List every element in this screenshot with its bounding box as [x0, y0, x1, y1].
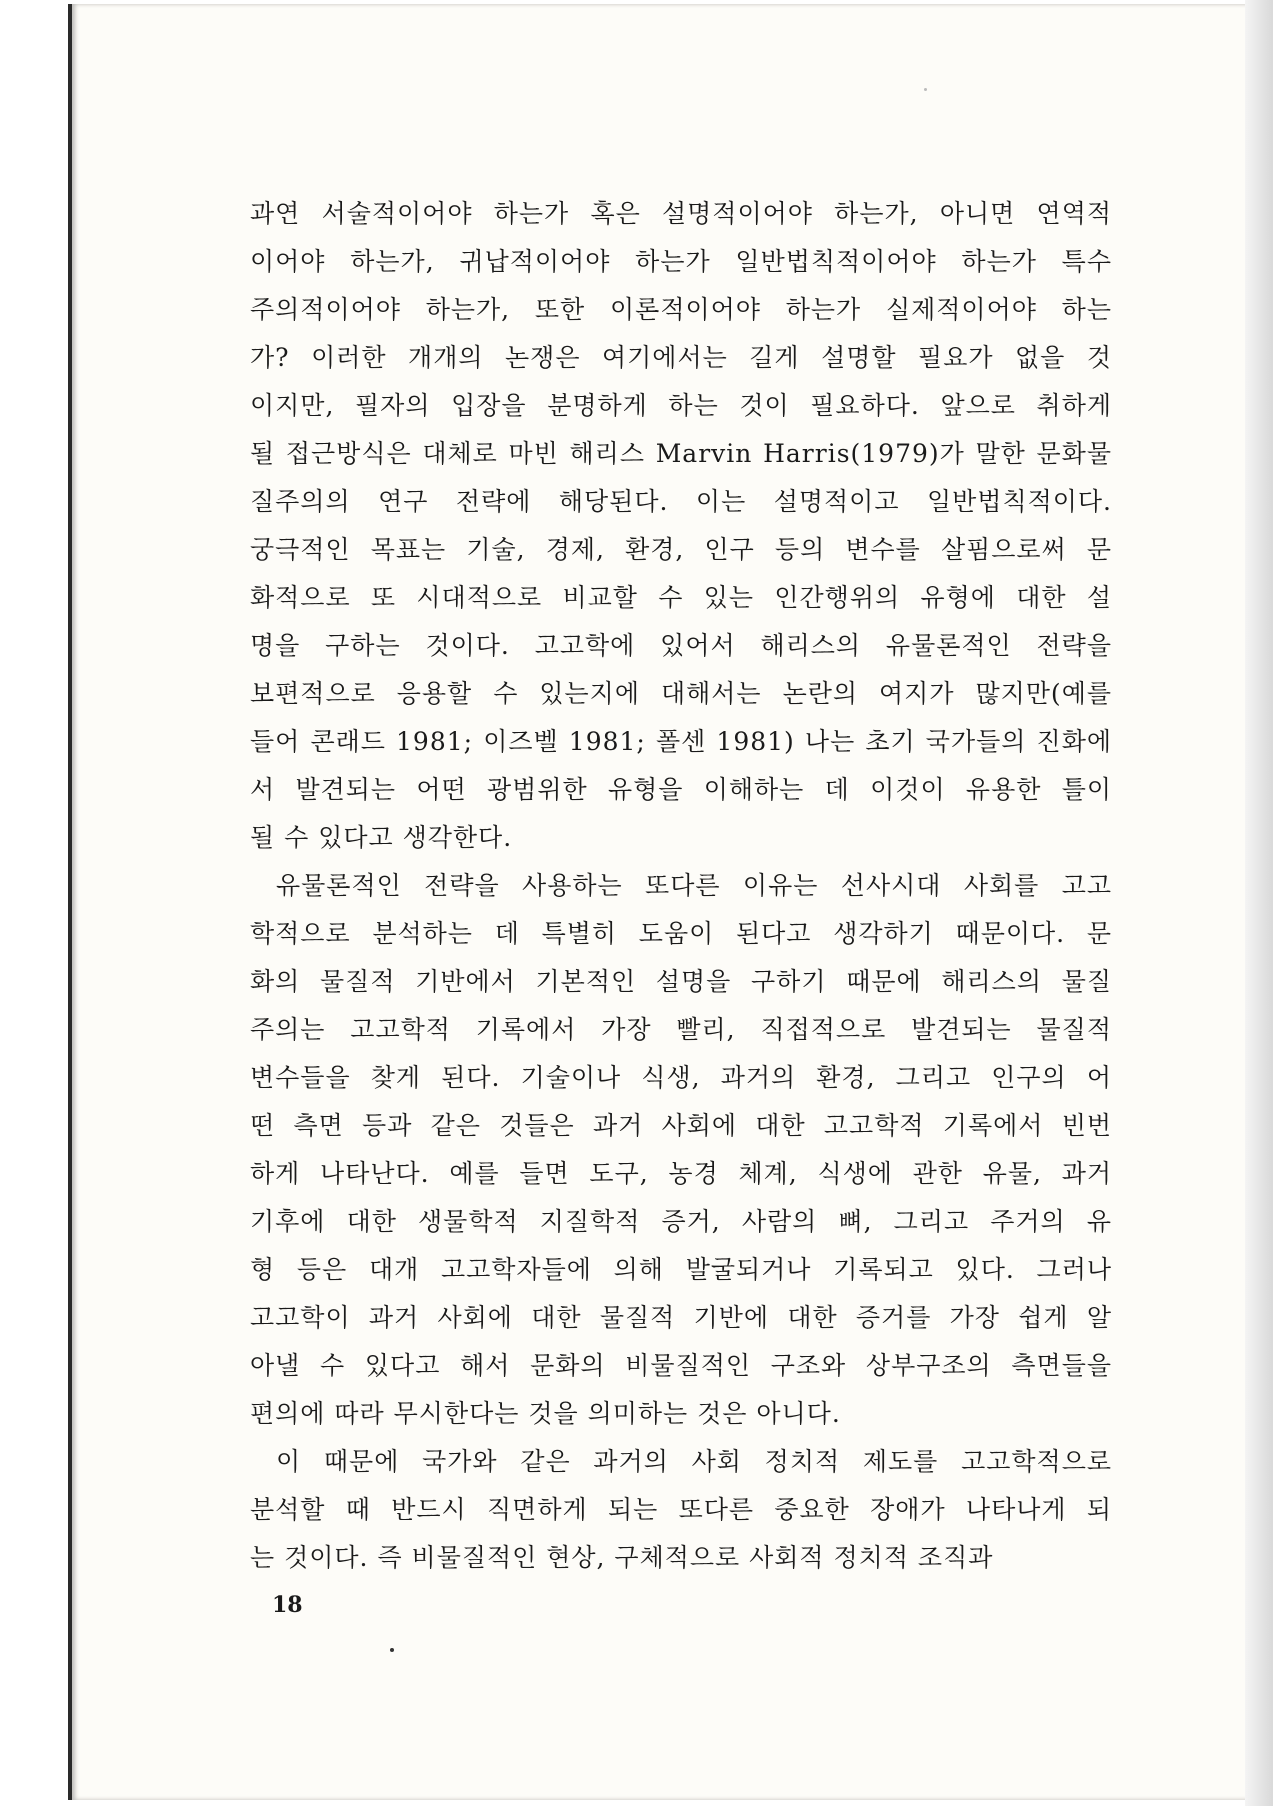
text-line: 떤 측면 등과 같은 것들은 과거 사회에 대한 고고학적 기록에서 빈번 [250, 1111, 1112, 1140]
text-line: 유물론적인 전략을 사용하는 또다른 이유는 선사시대 사회를 고고 [276, 871, 1112, 900]
text-line: 될 접근방식은 대체로 마빈 해리스 Marvin Harris(1979)가 말한 문화물 [250, 439, 1112, 468]
text-line: 질주의의 연구 전략에 해당된다. 이는 설명적이고 일반법칙적이다. [250, 487, 1112, 516]
text-line: 는 것이다. 즉 비물질적인 현상, 구체적으로 사회적 정치적 조직과 [250, 1543, 994, 1572]
text-line: 형 등은 대개 고고학자들에 의해 발굴되거나 기록되고 있다. 그러나 [250, 1255, 1112, 1284]
text-line: 고고학이 과거 사회에 대한 물질적 기반에 대한 증거를 가장 쉽게 알 [250, 1303, 1112, 1332]
paragraph [250, 862, 1112, 1438]
text-line: 주의는 고고학적 기록에서 가장 빨리, 직접적으로 발견되는 물질적 [250, 1015, 1112, 1044]
text-line: 변수들을 찾게 된다. 기술이나 식생, 과거의 환경, 그리고 인구의 어 [250, 1063, 1112, 1092]
text-line: 하게 나타난다. 예를 들면 도구, 농경 체계, 식생에 관한 유물, 과거 [250, 1159, 1112, 1188]
text-line: 보편적으로 응용할 수 있는지에 대해서는 논란의 여지가 많지만(예를 [250, 679, 1112, 708]
text-line: 기후에 대한 생물학적 지질학적 증거, 사람의 뼈, 그리고 주거의 유 [250, 1207, 1112, 1236]
text-line: 궁극적인 목표는 기술, 경제, 환경, 인구 등의 변수를 살핌으로써 문 [250, 535, 1112, 564]
text-line: 아낼 수 있다고 해서 문화의 비물질적인 구조와 상부구조의 측면들을 [250, 1351, 1112, 1380]
paragraph [250, 1438, 1112, 1582]
text-line: 편의에 따라 무시한다는 것을 의미하는 것은 아니다. [250, 1399, 841, 1428]
text-line: 들어 콘래드 1981; 이즈벨 1981; 폴센 1981) 나는 초기 국가들의 진화에 [250, 727, 1112, 756]
text-line: 이어야 하는가, 귀납적이어야 하는가 일반법칙적이어야 하는가 특수 [250, 247, 1112, 276]
text-line: 이 때문에 국가와 같은 과거의 사회 정치적 제도를 고고학적으로 [276, 1447, 1112, 1476]
text-line: 서 발견되는 어떤 광범위한 유형을 이해하는 데 이것이 유용한 틀이 [250, 775, 1112, 804]
scan-speck [924, 88, 927, 91]
text-line: 명을 구하는 것이다. 고고학에 있어서 해리스의 유물론적인 전략을 [250, 631, 1112, 660]
scan-speck [390, 1648, 394, 1652]
text-line: 화적으로 또 시대적으로 비교할 수 있는 인간행위의 유형에 대한 설 [250, 583, 1112, 612]
text-line: 될 수 있다고 생각한다. [250, 823, 513, 852]
text-line: 화의 물질적 기반에서 기본적인 설명을 구하기 때문에 해리스의 물질 [250, 967, 1112, 996]
body-text [250, 190, 1112, 1582]
paragraph [250, 190, 1112, 862]
text-line: 분석할 때 반드시 직면하게 되는 또다른 중요한 장애가 나타나게 되 [250, 1495, 1112, 1524]
page-number: 18 [272, 1592, 303, 1618]
text-line: 주의적이어야 하는가, 또한 이론적이어야 하는가 실제적이어야 하는 [250, 295, 1112, 324]
text-line: 가? 이러한 개개의 논쟁은 여기에서는 길게 설명할 필요가 없을 것 [250, 343, 1112, 372]
page-edge-shadow [1245, 0, 1273, 1806]
text-line: 학적으로 분석하는 데 특별히 도움이 된다고 생각하기 때문이다. 문 [250, 919, 1112, 948]
text-line: 이지만, 필자의 입장을 분명하게 하는 것이 필요하다. 앞으로 취하게 [250, 391, 1112, 420]
text-line: 과연 서술적이어야 하는가 혹은 설명적이어야 하는가, 아니면 연역적 [250, 199, 1112, 228]
